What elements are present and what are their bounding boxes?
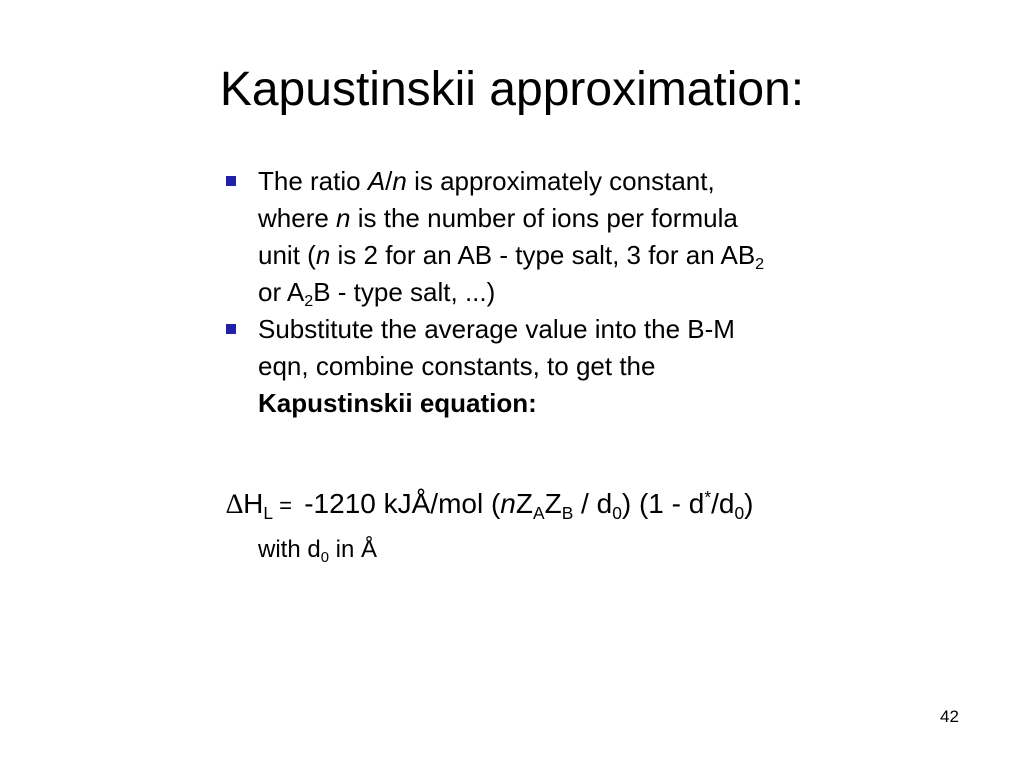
text: is 2 for an AB - type salt, 3 for an AB bbox=[330, 240, 756, 270]
text: The ratio bbox=[258, 166, 368, 196]
bullet-line bbox=[258, 163, 926, 200]
text: / bbox=[385, 166, 393, 196]
text: ) (1 - d bbox=[621, 488, 705, 519]
text: with d bbox=[258, 536, 321, 563]
delta-symbol: ∆ bbox=[226, 489, 244, 520]
text: H bbox=[243, 488, 264, 519]
text: ) bbox=[744, 488, 754, 519]
italic-A: A bbox=[367, 166, 386, 196]
superscript: * bbox=[704, 487, 712, 508]
subscript: 0 bbox=[612, 502, 622, 523]
bullet-list bbox=[226, 163, 926, 422]
text: is the number of ions per formula bbox=[350, 203, 738, 233]
text: in Å bbox=[328, 536, 378, 563]
equation-note bbox=[258, 533, 377, 567]
text: Z bbox=[544, 488, 562, 519]
bullet-line: Substitute the average value into the B-M bbox=[258, 314, 735, 344]
equals-sign: = bbox=[273, 493, 305, 518]
bullet-line bbox=[258, 274, 926, 311]
subscript: A bbox=[532, 502, 545, 523]
bold-text: Kapustinskii equation: bbox=[258, 388, 537, 418]
text: -1210 kJÅ/mol ( bbox=[304, 488, 501, 519]
text: B - type salt, ...) bbox=[313, 277, 496, 307]
subscript: 0 bbox=[320, 549, 329, 566]
subscript: B bbox=[561, 502, 574, 523]
kapustinskii-equation bbox=[226, 485, 753, 525]
page-number: 42 bbox=[940, 707, 959, 726]
text: is approximately constant, bbox=[406, 166, 715, 196]
italic-n: n bbox=[392, 166, 407, 196]
square-bullet-icon bbox=[226, 176, 236, 186]
bullet-line bbox=[258, 237, 926, 274]
bullet-line: eqn, combine constants, to get the bbox=[258, 351, 656, 381]
text: / d bbox=[573, 488, 613, 519]
italic-n: n bbox=[315, 240, 331, 270]
subscript: 0 bbox=[734, 502, 745, 523]
bullet-line bbox=[258, 200, 926, 237]
bullet-item-ratio bbox=[226, 163, 926, 311]
text: Z bbox=[515, 488, 533, 519]
italic-n: n bbox=[336, 203, 351, 233]
text: or A bbox=[258, 277, 305, 307]
subscript: 2 bbox=[755, 255, 765, 274]
text: /d bbox=[711, 488, 735, 519]
slide-title: Kapustinskii approximation: bbox=[219, 63, 805, 116]
subscript: 2 bbox=[304, 292, 314, 311]
bullet-item-substitute bbox=[226, 311, 926, 422]
bullet-line bbox=[258, 385, 926, 422]
text: where bbox=[258, 203, 337, 233]
subscript: L bbox=[263, 502, 274, 523]
square-bullet-icon bbox=[226, 324, 236, 334]
text: unit ( bbox=[258, 240, 316, 270]
italic-n: n bbox=[500, 488, 516, 519]
